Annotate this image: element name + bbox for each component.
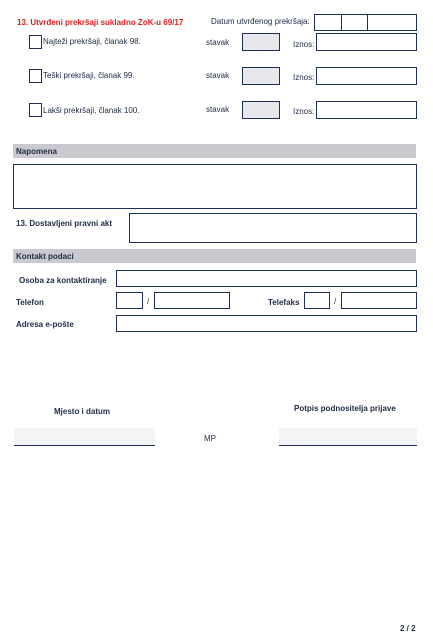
osoba-field[interactable] — [116, 270, 417, 287]
mjesto-datum-field[interactable] — [14, 428, 155, 446]
najtezi-stavak-label: stavak — [206, 38, 230, 47]
napomena-header — [13, 144, 416, 158]
najtezi-stavak-field[interactable] — [242, 33, 280, 51]
teski-iznos-field[interactable] — [316, 67, 417, 85]
kontakt-header — [13, 249, 416, 263]
email-field[interactable] — [116, 315, 417, 332]
section-13-title: 13. Utvrđeni prekršaji sukladno ZoK-u 69/17 — [17, 18, 184, 27]
telefaks-label: Telefaks — [268, 298, 300, 307]
teski-label: Teški prekršaji, članak 99. — [43, 71, 135, 80]
laksi-stavak-label: stavak — [206, 105, 230, 114]
telefaks-number-field[interactable] — [341, 292, 417, 309]
napomena-title: Napomena — [16, 147, 57, 156]
laksi-iznos-field[interactable] — [316, 101, 417, 119]
dostavljeni-label: 13. Dostavljeni pravni akt — [16, 219, 113, 228]
telefaks-prefix-field[interactable] — [304, 292, 330, 309]
email-label: Adresa e-pošte — [16, 320, 74, 329]
kontakt-title: Kontakt podaci — [16, 252, 74, 261]
telefaks-slash: / — [334, 297, 337, 306]
teski-stavak-field[interactable] — [242, 67, 280, 85]
napomena-textarea[interactable] — [13, 164, 417, 209]
potpis-field[interactable] — [279, 428, 417, 446]
telefon-prefix-field[interactable] — [116, 292, 143, 309]
teski-stavak-label: stavak — [206, 71, 230, 80]
najtezi-iznos-field[interactable] — [316, 33, 417, 51]
potpis-label: Potpis podnositelja prijave — [294, 404, 396, 413]
date-year-field[interactable] — [367, 14, 417, 31]
osoba-label: Osoba za kontaktiranje — [19, 276, 107, 285]
najtezi-checkbox[interactable] — [29, 35, 42, 49]
dostavljeni-field[interactable] — [129, 213, 417, 243]
laksi-checkbox[interactable] — [29, 103, 42, 117]
telefon-number-field[interactable] — [154, 292, 230, 309]
teski-iznos-label: Iznos: — [293, 73, 315, 82]
telefon-label: Telefon — [16, 298, 44, 307]
laksi-label: Lakši prekršaji, članak 100. — [43, 106, 140, 115]
date-label: Datum utvrđenog prekršaja: — [211, 17, 310, 26]
laksi-iznos-label: Iznos: — [293, 107, 315, 116]
najtezi-label: Najteži prekršaji, članak 98. — [43, 37, 141, 46]
laksi-stavak-field[interactable] — [242, 101, 280, 119]
page-number: 2 / 2 — [400, 624, 416, 633]
najtezi-iznos-label: Iznos: — [293, 40, 315, 49]
date-month-field[interactable] — [341, 14, 368, 31]
mjesto-datum-label: Mjesto i datum — [54, 407, 111, 416]
telefon-slash: / — [147, 297, 150, 306]
mp-label: MP — [204, 434, 216, 443]
teski-checkbox[interactable] — [29, 69, 42, 83]
date-day-field[interactable] — [314, 14, 342, 31]
